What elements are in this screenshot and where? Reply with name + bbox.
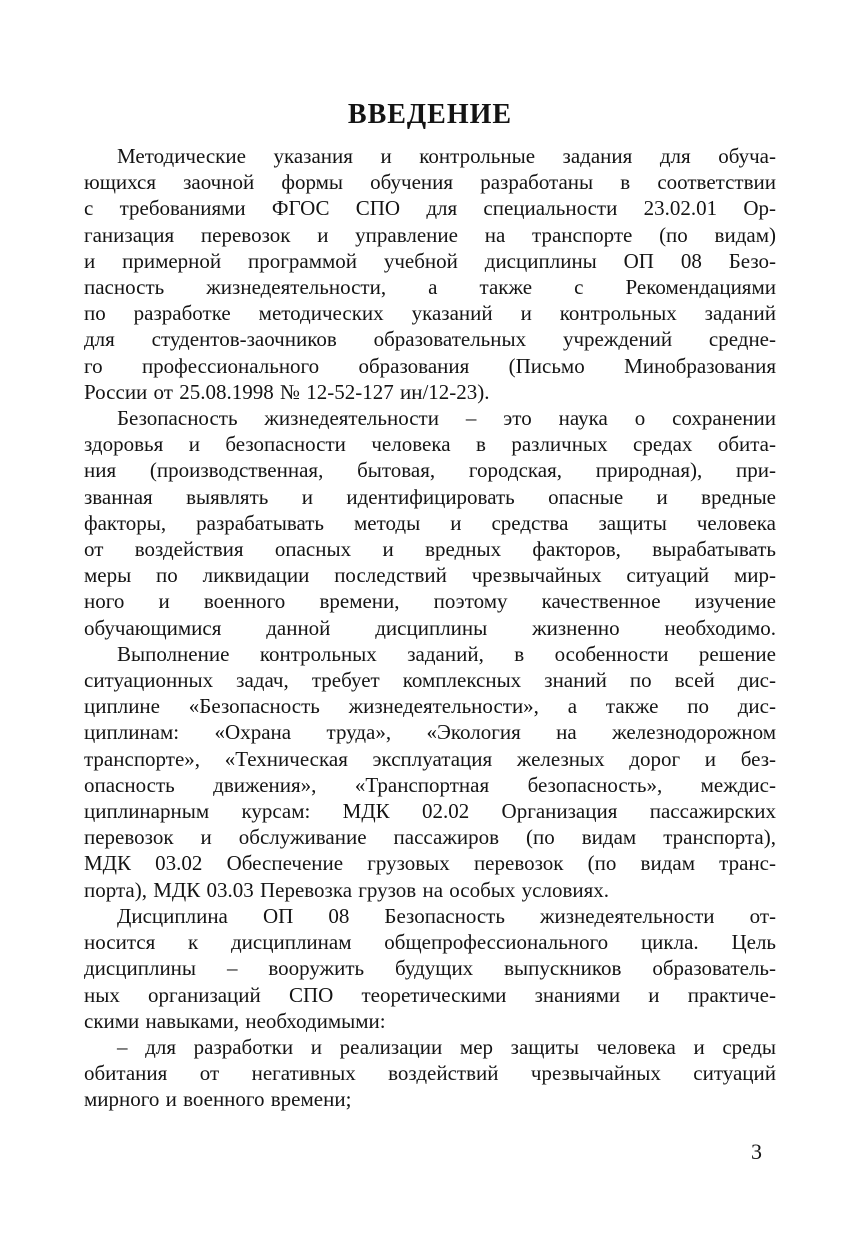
paragraph [84,405,776,641]
text-block [84,98,776,1113]
text-line: ного и военного времени, поэтому качественное изучение [84,589,776,614]
paragraph [84,903,776,1034]
text-line: – для разработки и реализации мер защиты человека и среды [117,1034,776,1059]
text-line: Дисциплина ОП 08 Безопасность жизнедеятельности от- [117,903,776,928]
text-line: перевозок и обслуживание пассажиров (по видам транспорта), [84,825,776,850]
text-line: с требованиями ФГОС СПО для специальности 23.02.01 Ор- [84,196,776,221]
text-line: пасность жизнедеятельности, а также с Рекомендациями [84,275,776,300]
paragraph [84,641,776,903]
page-number: 3 [751,1139,762,1164]
text-line: ния (производственная, бытовая, городская, природная), при- [84,458,776,483]
text-line: циплине «Безопасность жизнедеятельности», а также по дис- [84,694,776,719]
text-line: факторы, разрабатывать методы и средства защиты человека [84,510,776,535]
text-line: опасность движения», «Транспортная безопасность», междис- [84,772,776,797]
text-line: скими навыками, необходимыми: [84,1008,386,1033]
text-line: Выполнение контрольных заданий, в особенности решение [117,641,776,666]
text-line: порта), МДК 03.03 Перевозка грузов на особых условиях. [84,877,610,902]
text-line: го профессионального образования (Письмо Минобразования [84,353,776,378]
text-line: Безопасность жизнедеятельности – это наука о сохранении [117,406,776,431]
text-line: меры по ликвидации последствий чрезвычайных ситуаций мир- [84,563,776,588]
text-line: от воздействия опасных и вредных факторов, вырабатывать [84,537,776,562]
text-line: здоровья и безопасности человека в различных средах обита- [84,432,776,457]
text-line: циплинарным курсам: МДК 02.02 Организация пассажирских [84,799,776,824]
text-line: мирного и военного времени; [84,1087,352,1112]
text-line: носится к дисциплинам общепрофессионального цикла. Цель [84,930,776,955]
body-text [84,143,776,1113]
text-line: для студентов-заочников образовательных учреждений средне- [84,327,776,352]
text-line: транспорте», «Техническая эксплуатация железных дорог и без- [84,746,776,771]
paragraph [84,143,776,405]
text-line: МДК 03.02 Обеспечение грузовых перевозок (по видам транс- [84,851,776,876]
text-line: званная выявлять и идентифицировать опасные и вредные [84,484,776,509]
page-title: ВВЕДЕНИЕ [347,99,513,130]
text-line: по разработке методических указаний и контрольных заданий [84,301,776,326]
paragraph [84,1034,776,1113]
text-line: Методические указания и контрольные задания для обуча- [117,144,776,168]
text-line: России от 25.08.1998 № 12-52-127 ин/12-23). [84,379,490,404]
text-line: циплинам: «Охрана труда», «Экология на железнодорожном [84,720,776,745]
text-line: дисциплины – вооружить будущих выпускников образователь- [84,956,776,981]
text-line: ситуационных задач, требует комплексных знаний по всей дис- [84,668,776,693]
text-line: обучающимися данной дисциплины жизненно необходимо. [84,615,776,640]
text-line: ных организаций СПО теоретическими знаниями и практиче- [84,982,776,1007]
text-line: и примерной программой учебной дисциплины ОП 08 Безо- [84,248,776,273]
text-line: ющихся заочной формы обучения разработаны в соответствии [84,170,776,195]
text-line: ганизация перевозок и управление на транспорте (по видам) [84,222,776,247]
text-line: обитания от негативных воздействий чрезвычайных ситуаций [84,1061,776,1086]
